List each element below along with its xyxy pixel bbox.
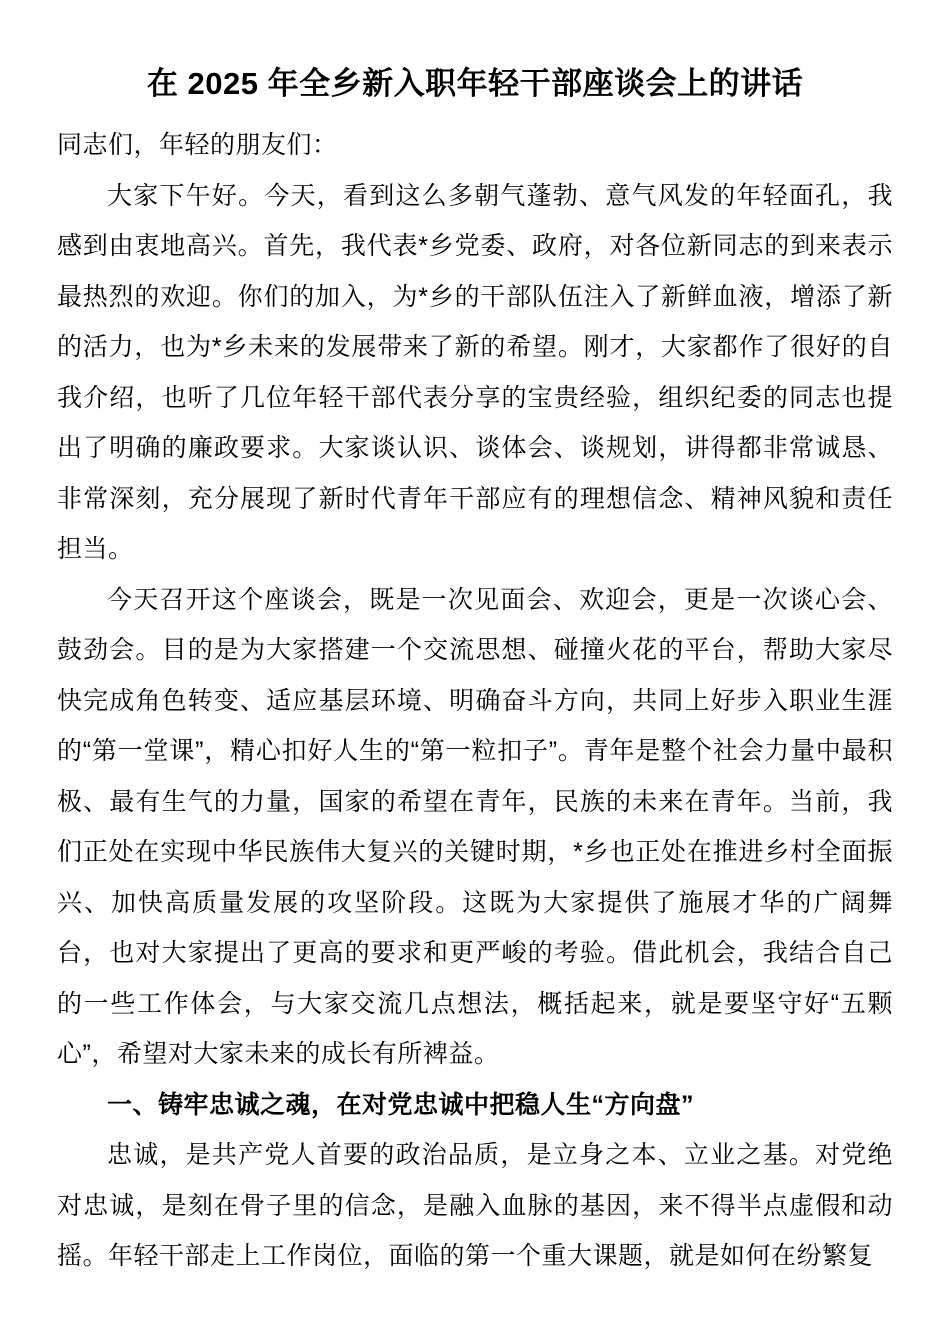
paragraph-1: 大家下午好。今天，看到这么多朝气蓬勃、意气风发的年轻面孔，我感到由衷地高兴。首先，我代表*乡党委、政府，对各位新同志的到来表示最热烈的欢迎。你们的加入，为*乡的干部队伍注入了新鲜血液，增添了新的活力，也为*乡未来的发展带来了新的希望。刚才，大家都作了很好的自我介绍，也听了几位年轻干部代表分享的宝贵经验，组织纪委的同志也提出了明确的廉政要求。大家谈认识、谈体会、谈规划，讲得都非常诚恳、非常深刻，充分展现了新时代青年干部应有的理想信念、精神风貌和责任担当。: [57, 181, 893, 563]
paragraph-3: 忠诚，是共产党人首要的政治品质，是立身之本、立业之基。对党绝对忠诚，是刻在骨子里的信念，是融入血脉的基因，来不得半点虚假和动摇。年轻干部走上工作岗位，面临的第一个重大课题，就是如何在纷繁复: [57, 1141, 893, 1270]
section-heading-1: 一、铸牢忠诚之魂，在对党忠诚中把稳人生“方向盘”: [107, 1090, 695, 1119]
salutation-line: 同志们，年轻的朋友们：: [57, 131, 338, 159]
paragraph-2: 今天召开这个座谈会，既是一次见面会、欢迎会，更是一次谈心会、鼓劲会。目的是为大家搭建一个交流思想、碰撞火花的平台，帮助大家尽快完成角色转变、适应基层环境、明确奋斗方向，共同上好步入职业生涯的“第一堂课”，精心扣好人生的“第一粒扣子”。青年是整个社会力量中最积极、最有生气的力量，国家的希望在青年，民族的未来在青年。当前，我们正处在实现中华民族伟大复兴的关键时期，*乡也正处在推进乡村全面振兴、加快高质量发展的攻坚阶段。这既为大家提供了施展才华的广阔舞台，也对大家提出了更高的要求和更严峻的考验。借此机会，我结合自己的一些工作体会，与大家交流几点想法，概括起来，就是要坚守好“五颗心”，希望对大家未来的成长有所裨益。: [57, 585, 893, 1068]
document-title: 在 2025 年全乡新入职年轻干部座谈会上的讲话: [146, 66, 804, 101]
